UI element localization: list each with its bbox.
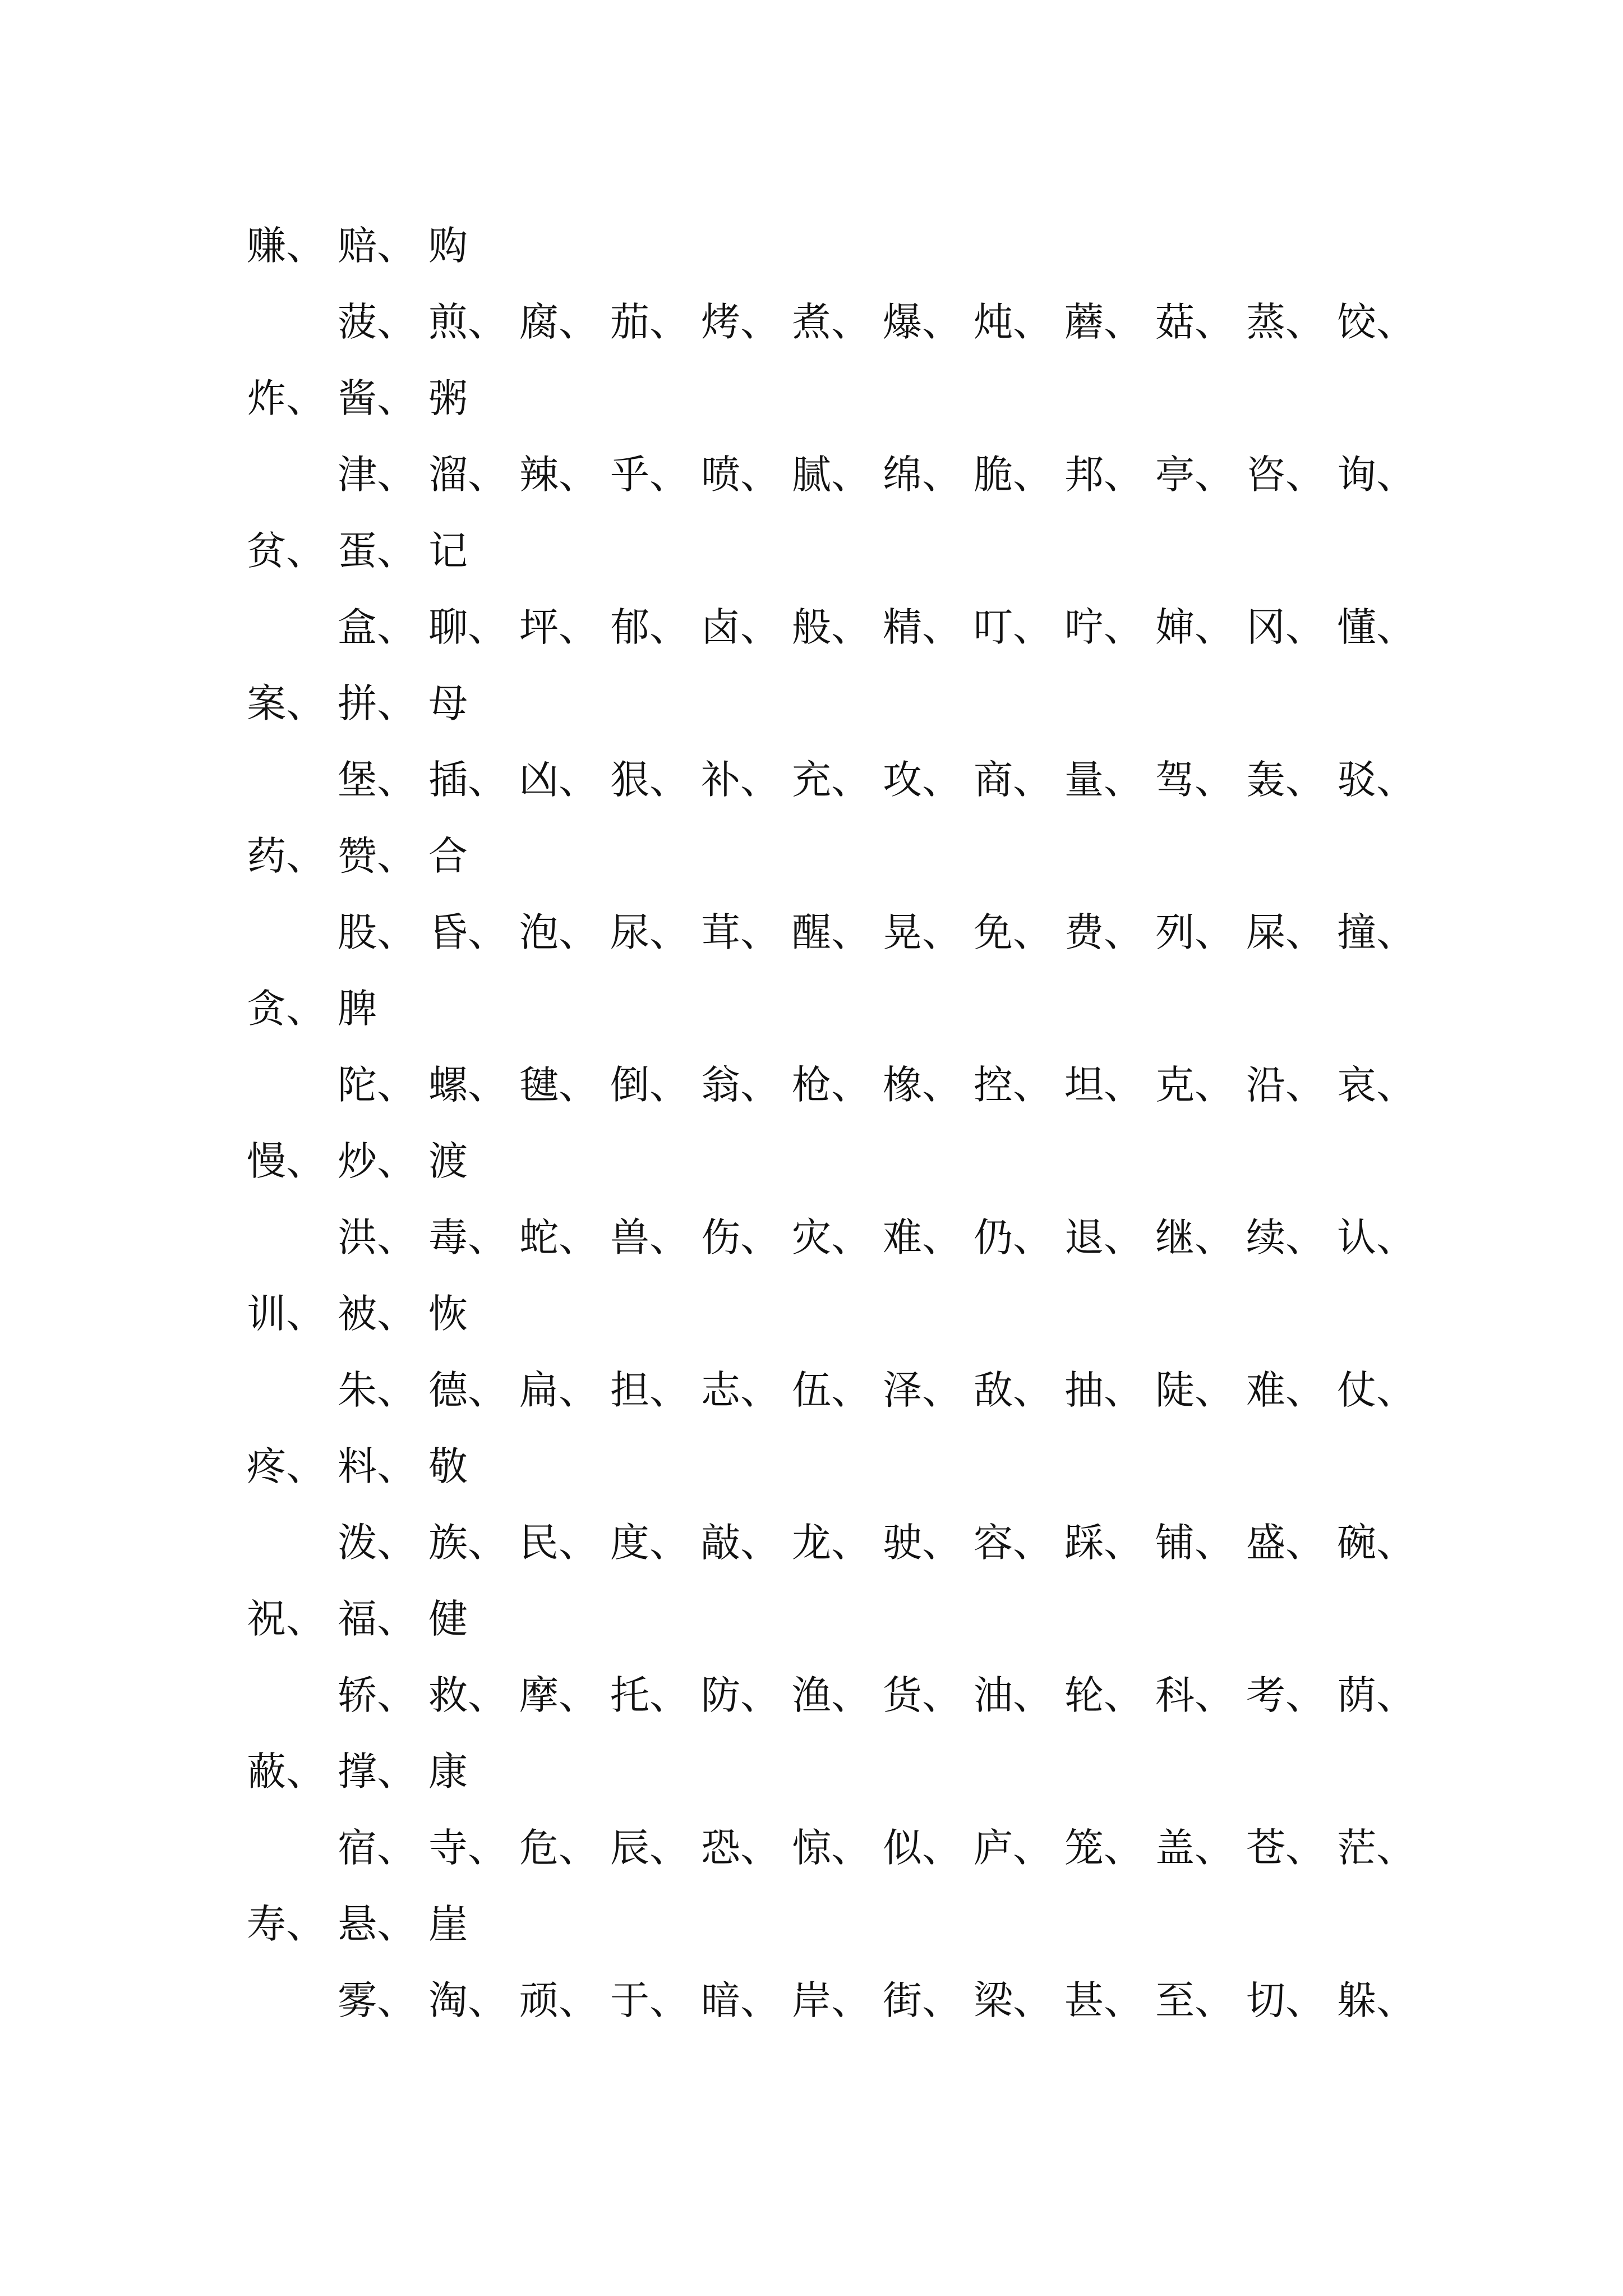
character-item: 脆、 — [974, 452, 1052, 498]
character-item: 民、 — [519, 1520, 598, 1566]
character-item: 雾、 — [338, 1977, 416, 2023]
continuation-line — [247, 665, 1419, 742]
character-item: 费、 — [1064, 909, 1143, 955]
character-item: 续、 — [1246, 1214, 1325, 1260]
character-item: 赔、 — [338, 223, 416, 269]
character-item: 驳、 — [1337, 757, 1415, 803]
character-item: 合 — [428, 833, 468, 879]
character-item: 询、 — [1337, 452, 1415, 498]
character-item: 难、 — [1246, 1367, 1325, 1413]
character-item: 炸、 — [247, 375, 325, 421]
character-item: 精、 — [883, 604, 961, 650]
character-item: 哀、 — [1337, 1062, 1415, 1108]
character-item: 轿、 — [338, 1672, 416, 1718]
character-item: 洪、 — [338, 1214, 416, 1260]
character-item: 货、 — [883, 1672, 961, 1718]
continuation-line — [247, 1123, 1419, 1199]
character-item: 免、 — [974, 909, 1052, 955]
character-item: 咨、 — [1246, 452, 1325, 498]
character-item: 惊、 — [792, 1825, 870, 1871]
character-item: 倒、 — [610, 1062, 689, 1108]
character-item: 蛋、 — [338, 528, 416, 574]
character-item: 婶、 — [1155, 604, 1234, 650]
character-item: 毽、 — [519, 1062, 598, 1108]
character-item: 铺、 — [1155, 1520, 1234, 1566]
character-item: 于、 — [610, 1977, 689, 2023]
character-item: 陀、 — [338, 1062, 416, 1108]
character-item: 担、 — [610, 1367, 689, 1413]
character-item: 股、 — [338, 909, 416, 955]
character-item: 炖、 — [974, 299, 1052, 345]
character-item: 德、 — [428, 1367, 507, 1413]
character-item: 亭、 — [1155, 452, 1234, 498]
character-item: 度、 — [610, 1520, 689, 1566]
character-item: 摩、 — [519, 1672, 598, 1718]
character-item: 训、 — [247, 1291, 325, 1337]
character-item: 龙、 — [792, 1520, 870, 1566]
character-item: 昏、 — [428, 909, 507, 955]
character-item: 似、 — [883, 1825, 961, 1871]
character-item: 寺、 — [428, 1825, 507, 1871]
character-item: 难、 — [883, 1214, 961, 1260]
character-item: 药、 — [247, 833, 325, 879]
character-item: 郁、 — [610, 604, 689, 650]
continuation-line — [247, 360, 1419, 436]
character-item: 蔽、 — [247, 1749, 325, 1795]
character-item: 茄、 — [610, 299, 689, 345]
paragraph-line — [247, 1047, 1419, 1123]
character-item: 辰、 — [610, 1825, 689, 1871]
character-item: 志、 — [701, 1367, 780, 1413]
character-item: 贫、 — [247, 528, 325, 574]
paragraph-line — [247, 1504, 1419, 1581]
character-item: 卤、 — [701, 604, 780, 650]
character-item: 茫、 — [1337, 1825, 1415, 1871]
character-item: 康 — [428, 1749, 468, 1795]
character-item: 容、 — [974, 1520, 1052, 1566]
character-item: 盛、 — [1246, 1520, 1325, 1566]
character-item: 驾、 — [1155, 757, 1234, 803]
character-item: 族、 — [428, 1520, 507, 1566]
character-item: 陡、 — [1155, 1367, 1234, 1413]
character-item: 继、 — [1155, 1214, 1234, 1260]
character-item: 赚、 — [247, 223, 325, 269]
character-item: 躲、 — [1337, 1977, 1415, 2023]
character-item: 茸、 — [701, 909, 780, 955]
character-item: 控、 — [974, 1062, 1052, 1108]
character-item: 仍、 — [974, 1214, 1052, 1260]
character-item: 脾 — [338, 986, 377, 1032]
character-item: 健 — [428, 1596, 468, 1642]
character-item: 笼、 — [1064, 1825, 1143, 1871]
character-item: 购 — [428, 223, 468, 269]
character-item: 宿、 — [338, 1825, 416, 1871]
character-item: 梁、 — [974, 1977, 1052, 2023]
character-item: 切、 — [1246, 1977, 1325, 2023]
continuation-line — [247, 818, 1419, 894]
character-item: 荫、 — [1337, 1672, 1415, 1718]
character-item: 退、 — [1064, 1214, 1143, 1260]
character-item: 慢、 — [247, 1138, 325, 1184]
character-item: 攻、 — [883, 757, 961, 803]
character-item: 橡、 — [883, 1062, 961, 1108]
character-item: 朱、 — [338, 1367, 416, 1413]
character-item: 辣、 — [519, 452, 598, 498]
character-item: 般、 — [792, 604, 870, 650]
continuation-line — [247, 970, 1419, 1047]
character-item: 尿、 — [610, 909, 689, 955]
character-item: 醒、 — [792, 909, 870, 955]
character-item: 拼、 — [338, 680, 416, 726]
character-item: 粥 — [428, 375, 468, 421]
paragraph-line — [247, 284, 1419, 360]
character-item: 顽、 — [519, 1977, 598, 2023]
character-item: 恐、 — [701, 1825, 780, 1871]
character-item: 盖、 — [1155, 1825, 1234, 1871]
character-item: 懂、 — [1337, 604, 1415, 650]
character-item: 祝、 — [247, 1596, 325, 1642]
paragraph-line — [247, 1962, 1419, 2039]
character-item: 疼、 — [247, 1443, 325, 1489]
character-item: 烤、 — [701, 299, 780, 345]
character-item: 酱、 — [338, 375, 416, 421]
character-item: 毒、 — [428, 1214, 507, 1260]
character-item: 灾、 — [792, 1214, 870, 1260]
character-item: 蛇、 — [519, 1214, 598, 1260]
character-item: 伍、 — [792, 1367, 870, 1413]
character-item: 案、 — [247, 680, 325, 726]
character-item: 插、 — [428, 757, 507, 803]
character-item: 枪、 — [792, 1062, 870, 1108]
character-item: 饺、 — [1337, 299, 1415, 345]
paragraph-line — [247, 436, 1419, 513]
character-item: 商、 — [974, 757, 1052, 803]
character-item: 淘、 — [428, 1977, 507, 2023]
character-item: 渡 — [428, 1138, 468, 1184]
character-item: 敌、 — [974, 1367, 1052, 1413]
character-item: 坪、 — [519, 604, 598, 650]
character-item: 堡、 — [338, 757, 416, 803]
character-item: 绵、 — [883, 452, 961, 498]
character-item: 油、 — [974, 1672, 1052, 1718]
paragraph-line — [247, 1810, 1419, 1886]
continuation-line — [247, 1581, 1419, 1657]
character-item: 防、 — [701, 1672, 780, 1718]
character-item: 被、 — [338, 1291, 416, 1337]
character-item: 叮、 — [974, 604, 1052, 650]
character-item: 苍、 — [1246, 1825, 1325, 1871]
character-item: 撞、 — [1337, 909, 1415, 955]
character-item: 岸、 — [792, 1977, 870, 2023]
character-item: 腻、 — [792, 452, 870, 498]
character-item: 凶、 — [519, 757, 598, 803]
character-item: 炒、 — [338, 1138, 416, 1184]
character-item: 聊、 — [428, 604, 507, 650]
character-item: 盒、 — [338, 604, 416, 650]
character-item: 甚、 — [1064, 1977, 1143, 2023]
character-item: 敲、 — [701, 1520, 780, 1566]
paragraph-line — [247, 589, 1419, 665]
character-item: 兽、 — [610, 1214, 689, 1260]
continuation-line — [247, 513, 1419, 589]
character-item: 乎、 — [610, 452, 689, 498]
character-item: 津、 — [338, 452, 416, 498]
character-item: 列、 — [1155, 909, 1234, 955]
character-item: 母 — [428, 680, 468, 726]
character-item: 冈、 — [1246, 604, 1325, 650]
character-item: 轰、 — [1246, 757, 1325, 803]
character-item: 暗、 — [701, 1977, 780, 2023]
character-item: 溜、 — [428, 452, 507, 498]
character-item: 狠、 — [610, 757, 689, 803]
character-item: 碗、 — [1337, 1520, 1415, 1566]
character-item: 充、 — [792, 757, 870, 803]
character-item: 危、 — [519, 1825, 598, 1871]
character-item: 扁、 — [519, 1367, 598, 1413]
character-item: 煎、 — [428, 299, 507, 345]
character-item: 崖 — [428, 1901, 468, 1947]
character-item: 煮、 — [792, 299, 870, 345]
character-item: 坦、 — [1064, 1062, 1143, 1108]
character-item: 贪、 — [247, 986, 325, 1032]
paragraph-line — [247, 742, 1419, 818]
character-item: 料、 — [338, 1443, 416, 1489]
character-item: 认、 — [1337, 1214, 1415, 1260]
character-item: 量、 — [1064, 757, 1143, 803]
character-item: 抽、 — [1064, 1367, 1143, 1413]
character-item: 蒸、 — [1246, 299, 1325, 345]
character-item: 轮、 — [1064, 1672, 1143, 1718]
character-item: 泽、 — [883, 1367, 961, 1413]
character-item: 邦、 — [1064, 452, 1143, 498]
paragraph-line — [247, 1199, 1419, 1276]
character-item: 翁、 — [701, 1062, 780, 1108]
character-item: 菇、 — [1155, 299, 1234, 345]
character-item: 爆、 — [883, 299, 961, 345]
character-item: 悬、 — [338, 1901, 416, 1947]
character-item: 蘑、 — [1064, 299, 1143, 345]
continuation-line — [247, 208, 1419, 284]
character-item: 咛、 — [1064, 604, 1143, 650]
continuation-line — [247, 1276, 1419, 1352]
character-item: 菠、 — [338, 299, 416, 345]
character-item: 补、 — [701, 757, 780, 803]
character-item: 救、 — [428, 1672, 507, 1718]
continuation-line — [247, 1886, 1419, 1962]
character-item: 腐、 — [519, 299, 598, 345]
character-item: 敬 — [428, 1443, 468, 1489]
character-item: 寿、 — [247, 1901, 325, 1947]
character-item: 踩、 — [1064, 1520, 1143, 1566]
character-item: 沿、 — [1246, 1062, 1325, 1108]
character-item: 渔、 — [792, 1672, 870, 1718]
paragraph-line — [247, 1352, 1419, 1428]
character-item: 福、 — [338, 1596, 416, 1642]
character-item: 喷、 — [701, 452, 780, 498]
character-item: 泼、 — [338, 1520, 416, 1566]
character-item: 伤、 — [701, 1214, 780, 1260]
character-item: 街、 — [883, 1977, 961, 2023]
continuation-line — [247, 1428, 1419, 1504]
character-item: 螺、 — [428, 1062, 507, 1108]
character-item: 仗、 — [1337, 1367, 1415, 1413]
character-item: 撑、 — [338, 1749, 416, 1795]
continuation-line — [247, 1733, 1419, 1810]
paragraph-line — [247, 894, 1419, 970]
character-item: 记 — [428, 528, 468, 574]
character-item: 驶、 — [883, 1520, 961, 1566]
character-item: 考、 — [1246, 1672, 1325, 1718]
character-list — [247, 208, 1419, 2039]
character-item: 庐、 — [974, 1825, 1052, 1871]
character-item: 晃、 — [883, 909, 961, 955]
paragraph-line — [247, 1657, 1419, 1733]
character-item: 托、 — [610, 1672, 689, 1718]
character-item: 泡、 — [519, 909, 598, 955]
character-item: 赞、 — [338, 833, 416, 879]
character-item: 屎、 — [1246, 909, 1325, 955]
character-item: 恢 — [428, 1291, 468, 1337]
character-item: 克、 — [1155, 1062, 1234, 1108]
character-item: 至、 — [1155, 1977, 1234, 2023]
character-item: 科、 — [1155, 1672, 1234, 1718]
